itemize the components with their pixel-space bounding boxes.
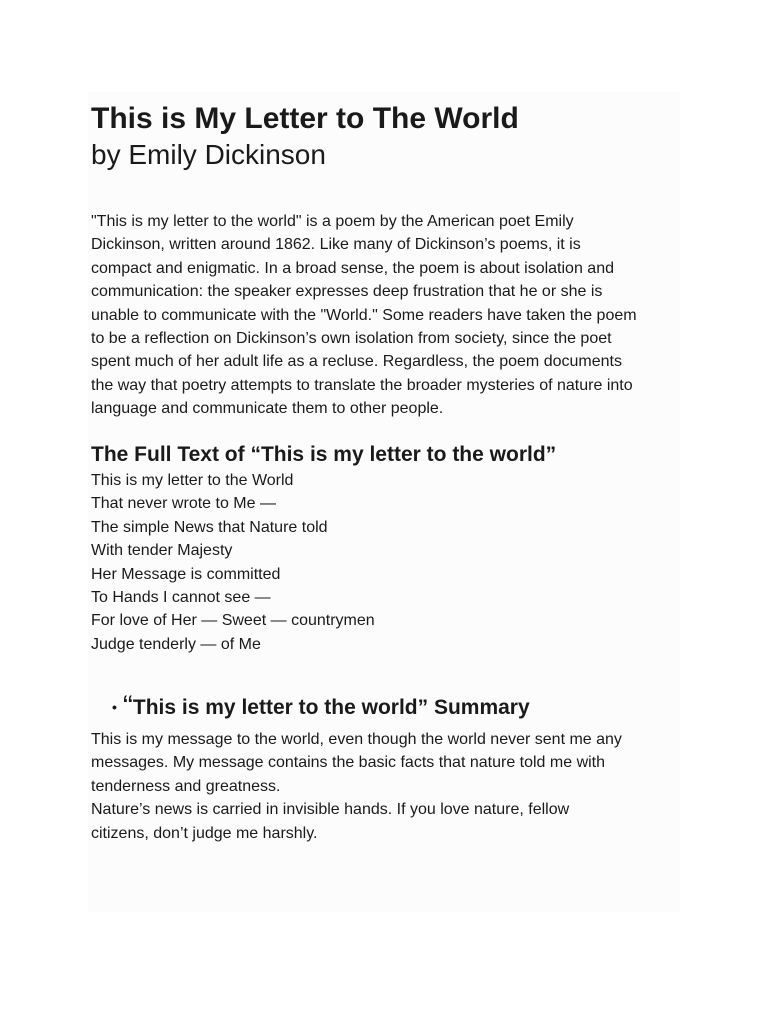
full-text-heading: The Full Text of “This is my letter to the world” <box>91 443 557 466</box>
poem-line: With tender Majesty <box>91 542 233 560</box>
summary-line: tenderness and greatness. <box>91 777 281 795</box>
intro-line: to be a reflection on Dickinson’s own isolation from society, since the poet <box>91 330 612 348</box>
poem-text <box>91 469 375 656</box>
summary-line: Nature’s news is carried in invisible hands. If you love nature, fellow <box>91 801 570 819</box>
intro-line: unable to communicate with the "World." Some readers have taken the poem <box>91 306 637 324</box>
open-quote: “ <box>122 690 133 723</box>
poem-line: Her Message is committed <box>91 565 281 583</box>
document-title: This is My Letter to The World <box>91 102 519 135</box>
summary-line: messages. My message contains the basic facts that nature told me with <box>91 754 606 772</box>
author-byline: by Emily Dickinson <box>91 139 326 170</box>
intro-paragraph <box>91 210 676 421</box>
poem-line: That never wrote to Me — <box>91 495 276 513</box>
intro-line: the way that poetry attempts to translate the broader mysteries of nature into <box>91 376 633 394</box>
summary-heading <box>112 690 530 725</box>
poem-line: Judge tenderly — of Me <box>91 635 261 653</box>
intro-line: language and communicate them to other people. <box>91 400 444 418</box>
summary-line: This is my message to the world, even though the world never sent me any <box>91 731 622 748</box>
poem-line: The simple News that Nature told <box>91 518 328 536</box>
summary-line: citizens, don’t judge me harshly. <box>91 824 318 842</box>
intro-line: spent much of her adult life as a recluse. Regardless, the poem documents <box>91 353 622 371</box>
summary-paragraph <box>91 728 691 845</box>
intro-line: compact and enigmatic. In a broad sense, the poem is about isolation and <box>91 259 614 277</box>
poem-line: This is my letter to the World <box>91 472 294 489</box>
bullet-icon: • <box>112 699 117 715</box>
intro-line: communication: the speaker expresses deep frustration that he or she is <box>91 283 603 301</box>
poem-line: To Hands I cannot see — <box>91 589 271 607</box>
intro-line: Dickinson, written around 1862. Like many of Dickinson’s poems, it is <box>91 236 581 254</box>
summary-heading-text: This is my letter to the world” Summary <box>132 696 530 719</box>
intro-line: "This is my letter to the world" is a poem by the American poet Emily <box>91 213 574 230</box>
poem-line: For love of Her — Sweet — countrymen <box>91 612 375 630</box>
